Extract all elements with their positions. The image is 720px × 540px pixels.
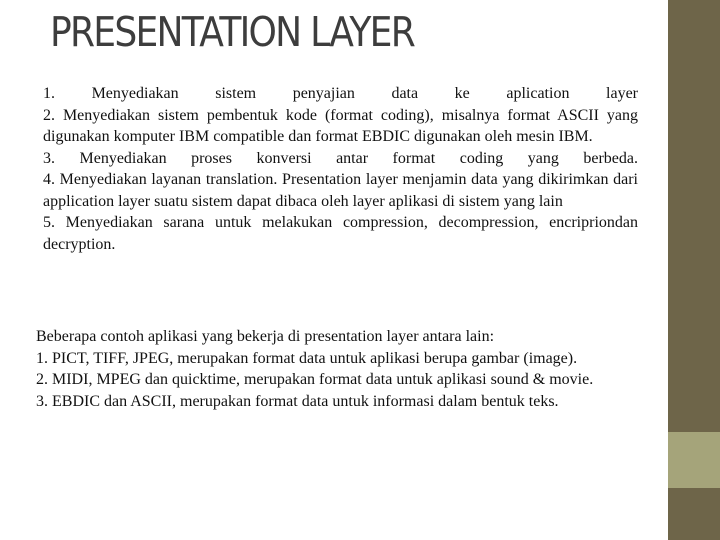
- sidebar-segment-dark: [668, 0, 720, 432]
- list-item: 1. Menyediakan sistem penyajian data ke aplication layer: [43, 85, 638, 102]
- list-item: 3. Menyediakan proses konversi antar format coding yang berbeda.: [43, 149, 638, 167]
- list-item: 5. Menyediakan sarana untuk melakukan compression, decompression, encripriondan decryption.: [43, 214, 638, 253]
- examples-intro: Beberapa contoh aplikasi yang bekerja di presentation layer antara lain:: [36, 328, 495, 345]
- feature-list: [43, 83, 638, 255]
- sidebar-segment-light: [668, 432, 720, 488]
- example-item: 2. MIDI, MPEG dan quicktime, merupakan format data untuk aplikasi sound & movie.: [36, 371, 594, 388]
- example-item: 3. EBDIC dan ASCII, merupakan format data untuk informasi dalam bentuk teks.: [36, 392, 559, 410]
- list-item: 4. Menyediakan layanan translation. Presentation layer menjamin data yang dikirimkan dari application layer suatu sistem dapat dibaca oleh layer aplikasi di sistem yang lain: [43, 171, 638, 210]
- sidebar-segment-dark: [668, 488, 720, 540]
- decorative-sidebar: [668, 0, 720, 540]
- example-item: 1. PICT, TIFF, JPEG, merupakan format data untuk aplikasi berupa gambar (image).: [36, 349, 578, 367]
- slide-title: PRESENTATION LAYER: [50, 8, 415, 56]
- list-item: 2. Menyediakan sistem pembentuk kode (format coding), misalnya format ASCII yang digunakan komputer IBM compatible dan format EBDIC digunakan oleh mesin IBM.: [43, 106, 638, 145]
- examples-section: [36, 326, 676, 412]
